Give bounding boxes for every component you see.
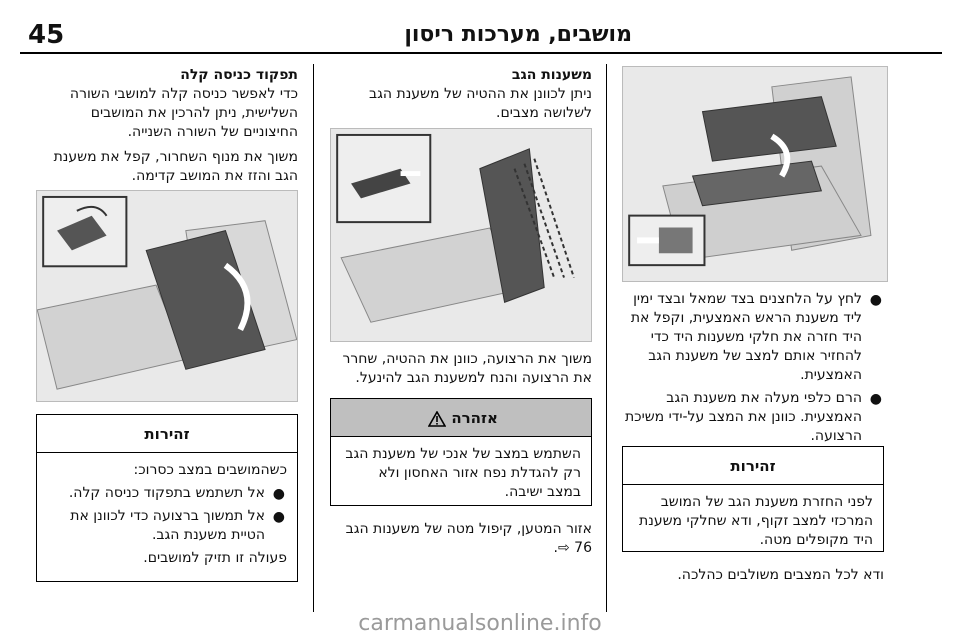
caution-heading: זהירות — [37, 415, 297, 453]
bullet-text: הרם כלפי מעלה את משענת הגב האמצעית. כוונן את המצב על-ידי משיכת הרצועה. — [624, 390, 862, 444]
list-item — [47, 507, 287, 545]
easy-entry-text-1: כדי לאפשר כניסה קלה למושבי השורה השלישית, ניתן להרכין את המושבים החיצוניים של השורה השנייה. — [69, 86, 298, 140]
bullet-text: לחץ על הלחצנים בצד שמאל ובצד ימין ליד משענת הראש האמצעית, וקפל את היד חזרה את חלקי משענות היד כדי להחזיר אותם למצב של משענת הגב האמצעית. — [630, 291, 862, 383]
warning-heading: אזהרה — [451, 409, 498, 427]
right-footer-text: ודא לכל המצבים משולבים כהלכה. — [677, 567, 884, 583]
figure-backrest-recline — [330, 128, 592, 342]
bullet-icon: ● — [869, 292, 882, 308]
column-divider-left — [313, 64, 314, 612]
right-column-text — [622, 290, 884, 450]
header-rule — [20, 52, 942, 54]
warning-heading-row — [331, 399, 591, 437]
list-item — [622, 290, 884, 385]
section-heading-backrests: משענות הגב — [511, 67, 592, 83]
caution-intro: כשהמושבים במצב כסרוכ: — [133, 462, 287, 478]
cargo-reference-text: אזור המטען, קיפול מטה של משענות הגב — [345, 521, 592, 537]
caution-body — [37, 453, 297, 576]
page-title: מושבים, מערכות ריסון — [404, 22, 632, 47]
warning-box — [330, 398, 592, 506]
cargo-reference — [330, 520, 592, 558]
caution-heading: זהירות — [623, 447, 883, 485]
column-divider-right — [606, 64, 607, 612]
bullet-icon: ● — [272, 486, 285, 502]
caution-footer: פעולה זו תזיק למושבים. — [143, 550, 287, 566]
easy-entry-illustration — [37, 191, 297, 401]
warning-triangle-icon — [428, 411, 446, 427]
caution-box-right — [622, 446, 884, 552]
page-number: 45 — [28, 20, 65, 50]
cargo-reference-page[interactable]: 76 ⇨. — [553, 540, 592, 556]
list-item — [622, 389, 884, 446]
backrest-recline-illustration — [331, 129, 591, 341]
caution-box-left — [36, 414, 298, 582]
warning-body: השתמש במצב של אנכי של משענת הגב רק להגדלת נפח אזור האחסון ולא במצב ישיבה. — [345, 446, 581, 500]
middle-intro — [330, 66, 592, 123]
list-item — [47, 484, 287, 503]
watermark: carmanualsonline.info — [358, 611, 602, 636]
caution-body: לפני החזרת משענת הגב של המושב המרכזי למצב זקוף, ודא שחלקי משענת היד מקופלים מטה. — [639, 494, 873, 548]
figure-easy-entry — [36, 190, 298, 402]
left-intro — [36, 66, 298, 186]
figure-seat-armrest — [622, 66, 888, 282]
bullet-text: אל תמשוך ברצועה כדי לכוונן את הטיית משענת הגב. — [70, 508, 265, 543]
bullet-icon: ● — [869, 391, 882, 407]
seat-armrest-illustration — [623, 67, 887, 281]
backrest-instructions: משוך את הרצועה, כוונן את ההטיה, שחרר את הרצועה והנח למשענת הגב להינעל. — [342, 351, 592, 386]
section-heading-easy-entry: תפקוד כניסה קלה — [180, 67, 298, 83]
bullet-text: אל תשתמש בתפקוד כניסה קלה. — [68, 485, 265, 501]
easy-entry-text-2: משוך את מנוף השחרור, קפל את משענת הגב והזז את המושב קדימה. — [53, 149, 298, 184]
backrest-intro-text: ניתן לכוונן את ההטיה של משענת הגב לשלושה מצבים. — [369, 86, 592, 121]
bullet-icon: ● — [272, 509, 285, 525]
page-header — [0, 0, 960, 58]
